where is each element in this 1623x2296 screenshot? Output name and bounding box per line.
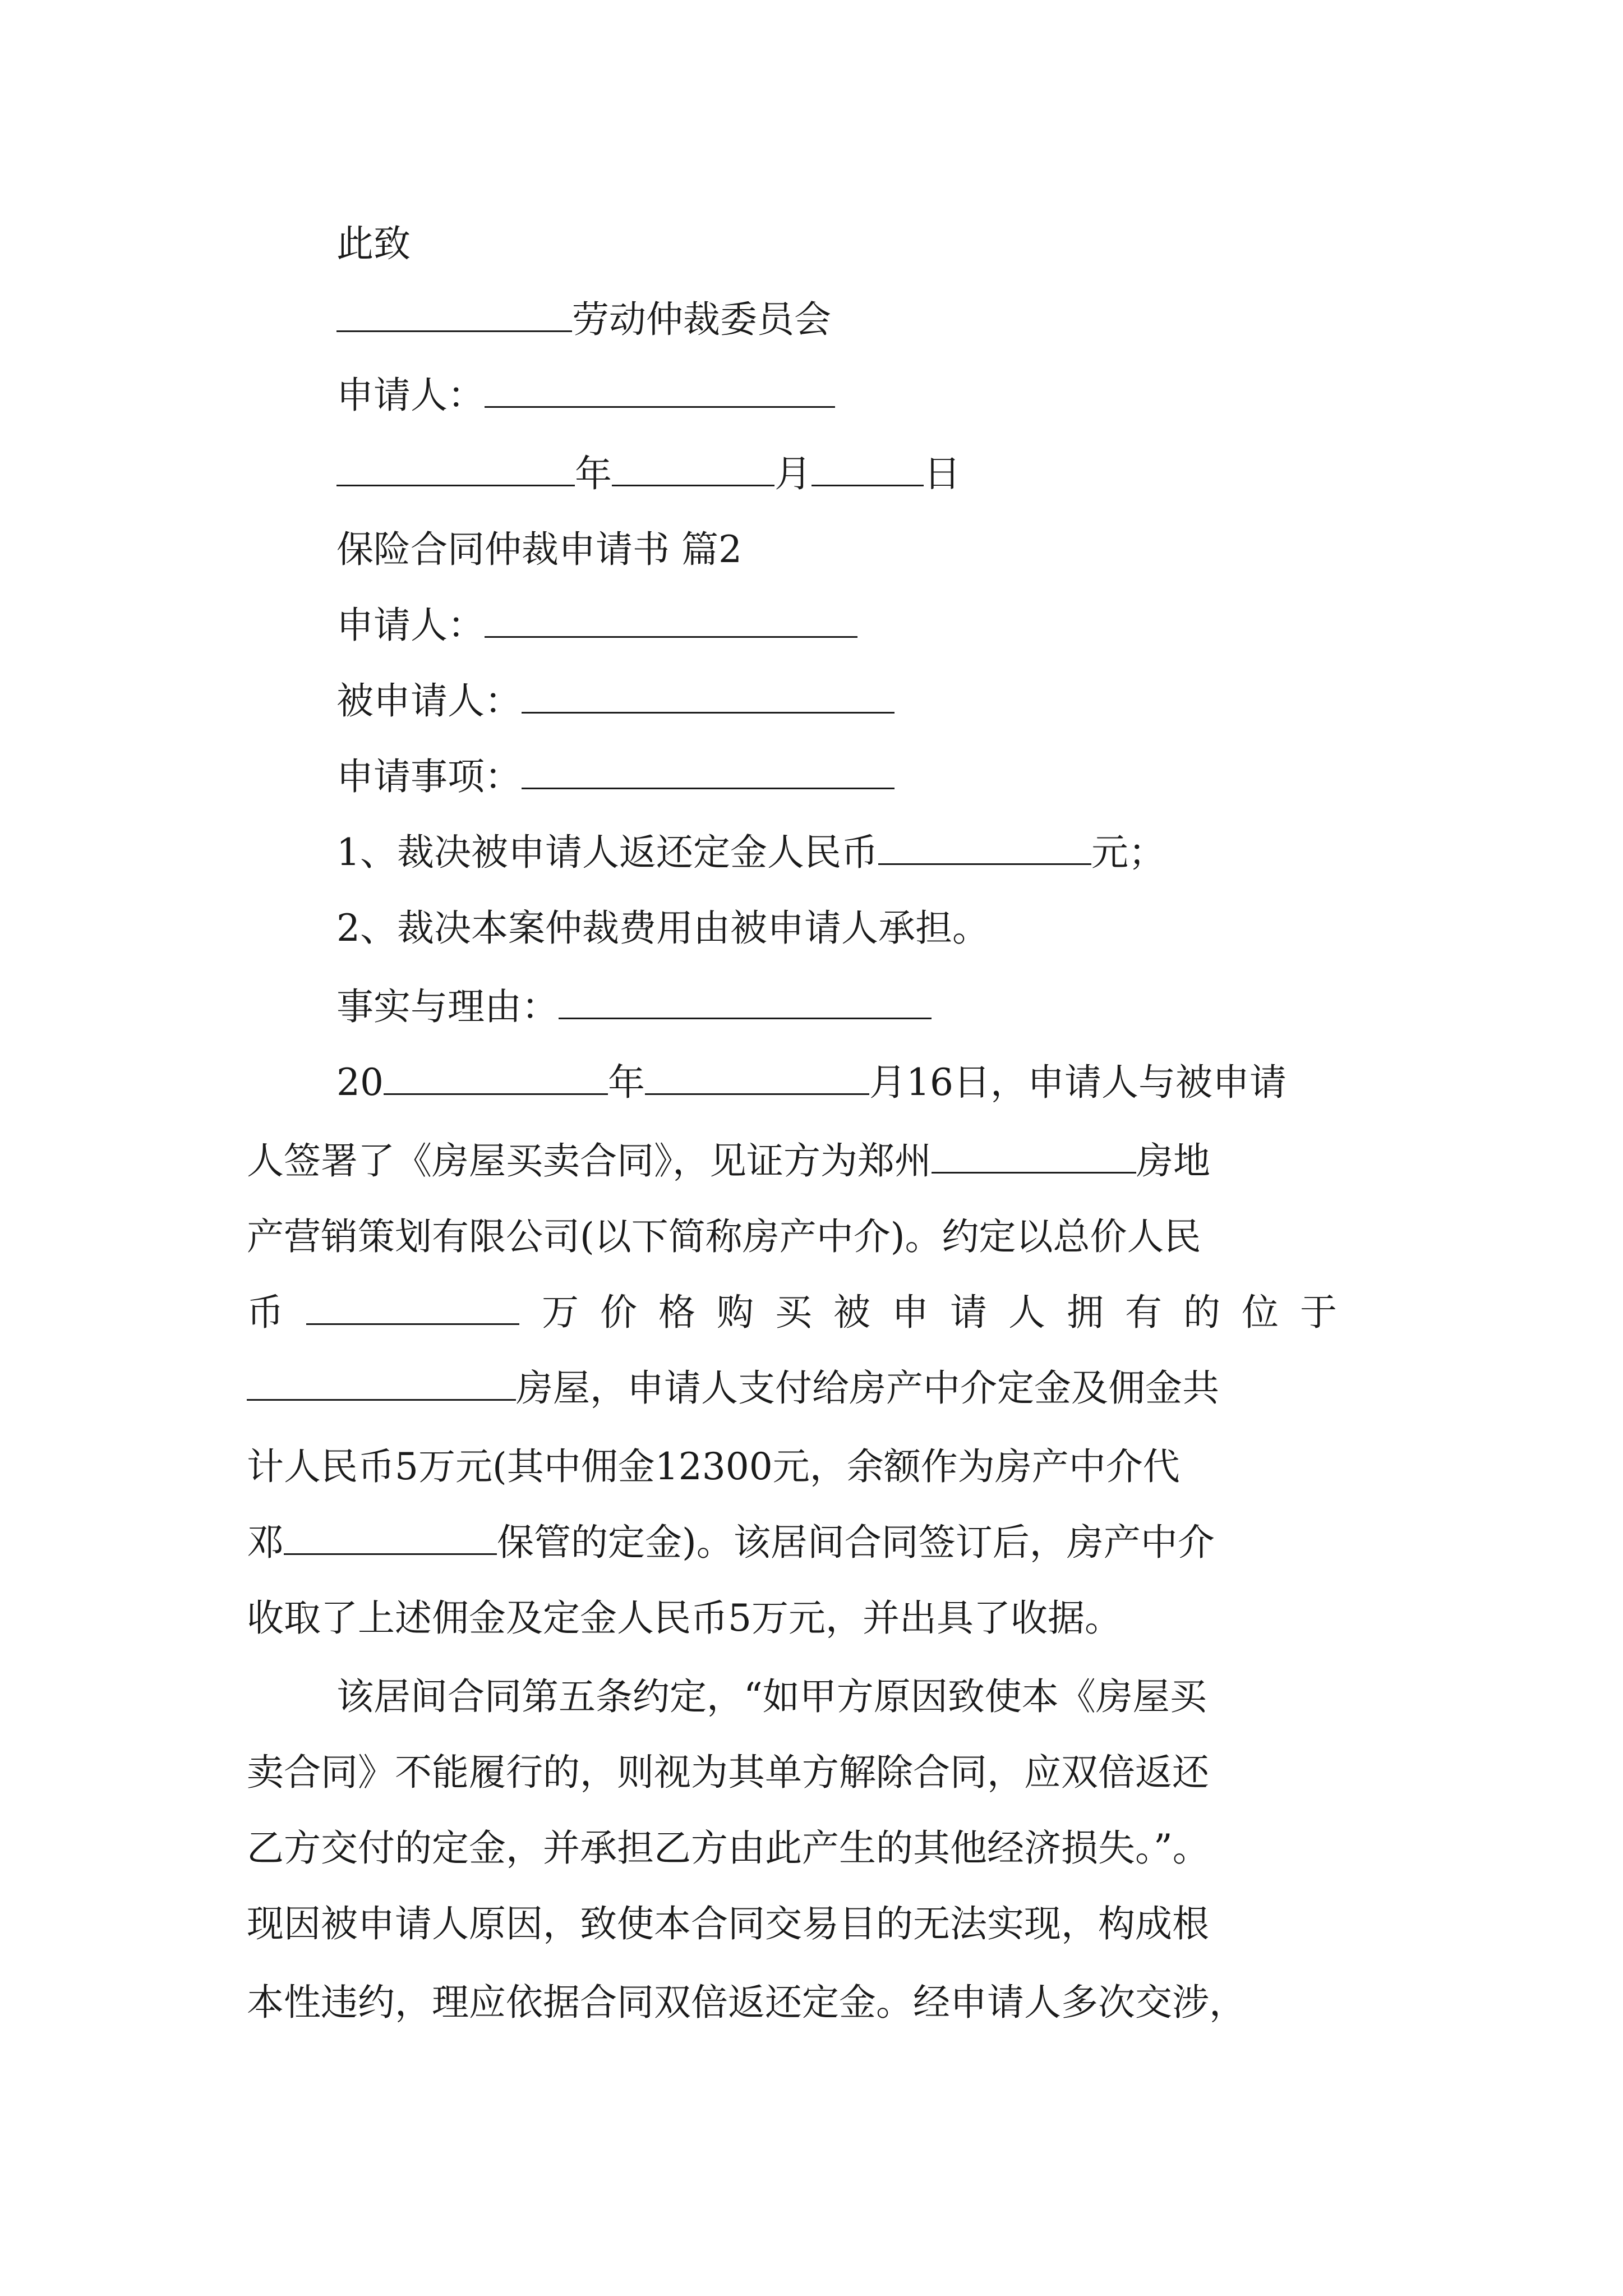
date-line: 年 月 日 xyxy=(336,452,961,496)
blank-field xyxy=(932,1139,1136,1174)
claim-item-2: 2、裁决本案仲裁费用由被申请人承担。 xyxy=(336,907,989,950)
paragraph-1-line-1: 20 年 月16日，申请人与被申请 xyxy=(336,1061,1287,1104)
claims-line: 申请事项： xyxy=(336,754,895,799)
applicant-signature-line: 申请人： xyxy=(336,373,835,418)
blank-field xyxy=(612,452,774,486)
blank-field xyxy=(336,298,572,332)
blank-field xyxy=(306,1291,519,1325)
applicant-line: 申请人： xyxy=(336,603,857,648)
blank-field xyxy=(485,604,857,638)
paragraph-2-line-2: 卖合同》不能履行的，则视为其单方解除合同，应双倍返还 xyxy=(247,1751,1209,1794)
paragraph-2-line-5: 本性违约，理应依据合同双倍返还定金。经申请人多次交涉， xyxy=(247,1981,1246,2024)
paragraph-1-line-3: 产营销策划有限公司(以下简称房产中介)。约定以总价人民 xyxy=(247,1215,1201,1258)
facts-reasons-line: 事实与理由： xyxy=(336,984,932,1029)
paragraph-1-line-8: 收取了上述佣金及定金人民币5万元，并出具了收据。 xyxy=(247,1596,1122,1640)
addressee-line: 劳动仲裁委员会 xyxy=(336,297,831,342)
blank-field xyxy=(522,679,895,714)
paragraph-1-line-2: 人签署了《房屋买卖合同》，见证方为郑州 房地 xyxy=(247,1139,1210,1182)
blank-field xyxy=(811,452,924,486)
blank-field xyxy=(485,374,835,408)
blank-field xyxy=(522,755,895,789)
section-title: 保险合同仲裁申请书 篇2 xyxy=(336,528,742,571)
blank-field xyxy=(336,452,575,486)
paragraph-1-line-5: 房屋，申请人支付给房产中介定金及佣金共 xyxy=(247,1366,1377,1411)
paragraph-1-line-7: 邓 保管的定金)。该居间合同签订后，房产中介 xyxy=(247,1521,1215,1564)
paragraph-1-line-4: 币 万价格购买被申请人拥有的位于 xyxy=(247,1291,1358,1334)
claim-item-1: 1、裁决被申请人返还定金人民币 元； xyxy=(336,831,1165,874)
blank-field xyxy=(384,1061,608,1095)
respondent-line: 被申请人： xyxy=(336,679,895,724)
blank-field xyxy=(284,1521,497,1555)
paragraph-2-line-4: 现因被申请人原因，致使本合同交易目的无法实现，构成根 xyxy=(247,1902,1209,1945)
paragraph-1-line-6: 计人民币5万元(其中佣金12300元，余额作为房产中介代 xyxy=(247,1445,1180,1488)
blank-field xyxy=(247,1366,516,1401)
blank-field xyxy=(645,1061,869,1095)
paragraph-2-line-1: 该居间合同第五条约定，“如甲方原因致使本《房屋买 xyxy=(336,1675,1207,1718)
blank-field xyxy=(878,831,1091,865)
paragraph-2-line-3: 乙方交付的定金，并承担乙方由此产生的其他经济损失。”。 xyxy=(247,1826,1210,1870)
blank-field xyxy=(559,985,932,1019)
salutation: 此致 xyxy=(336,222,411,265)
